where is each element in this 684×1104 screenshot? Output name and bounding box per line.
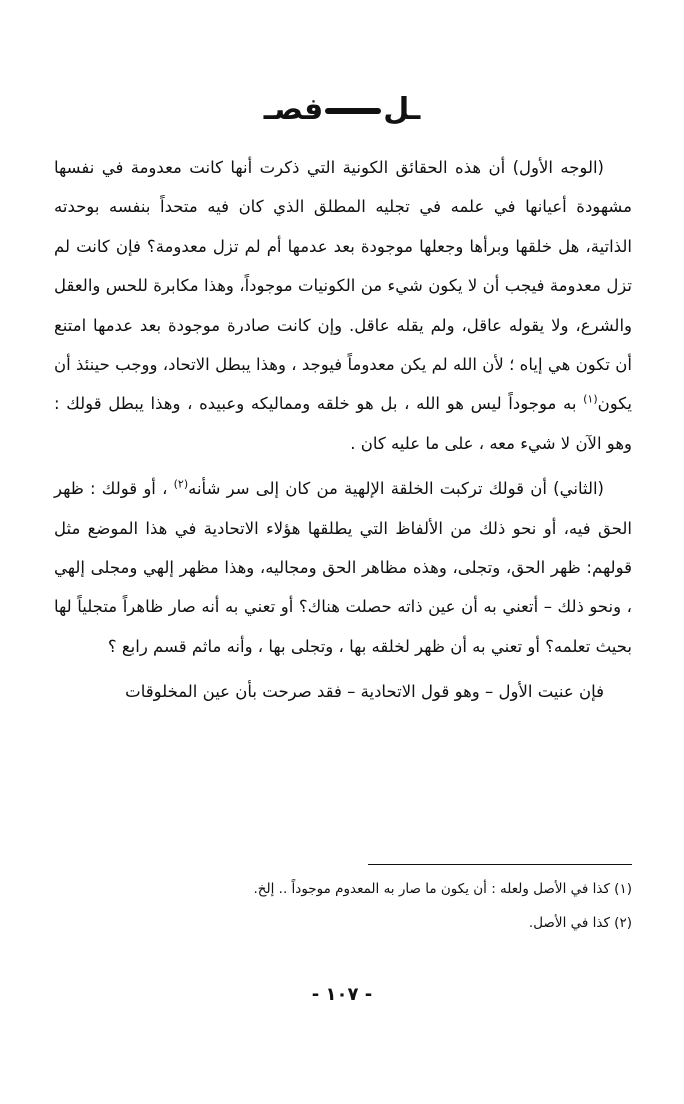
heading-kashida-stroke bbox=[325, 108, 381, 114]
footnote-2: (٢) كذا في الأصل. bbox=[528, 915, 632, 931]
footnote-ref-1[interactable]: (١) bbox=[583, 392, 598, 406]
paragraph-third: فإن عنيت الأول – وهو قول الاتحادية – فقد صرحت بأن عين المخلوقات bbox=[125, 682, 604, 702]
paragraph-second-aspect-head: (الثاني) أن قولك تركبت الخلقة الإلهية من كان إلى سر شأنه bbox=[188, 479, 604, 499]
footnotes bbox=[72, 872, 632, 940]
paragraph-first-aspect bbox=[54, 148, 632, 463]
paragraph-first-aspect-tail: به موجوداً ليس هو الله ، بل هو خلقه ومماليكه وعبيده ، وهذا يبطل قولك : وهو الآن لا شيء معه ، على ما عليه كان . bbox=[54, 394, 632, 453]
paragraph-first-aspect-text: (الوجه الأول) أن هذه الحقائق الكونية التي ذكرت أنها كانت معدومة في نفسها مشهودة أعيانها في علمه في تجليه المطلق الذي كان فيه متحداً بنفسه بوحدته الذاتية، هل خلقها وبرأها وجعلها موجودة بعد عدمها أم لم تزل معدومة؟ فإن كانت لم تزل معدومة فيجب أن لا يكون شيء من الكونيات موجوداً، وهذا مكابرة للحس والعقل والشرع، ولا يقوله عاقل، ولم يقله عاقل. وإن كانت صادرة موجودة بعد عدمها امتنع أن تكون هي إياه ؛ لأن الله لم يكن معدوماً فيوجد ، وهذا يبطل الاتحاد، ووجب حينئذ أن يكون bbox=[54, 158, 632, 414]
footnote-ref-2[interactable]: (٢) bbox=[173, 477, 189, 491]
heading-left-part: فصـ bbox=[263, 92, 324, 127]
heading-right-part: ـل bbox=[383, 92, 421, 127]
section-heading bbox=[0, 92, 684, 127]
paragraph-second-aspect bbox=[54, 469, 632, 666]
footnote-divider bbox=[368, 864, 632, 865]
page-number: - ١٠٧ - bbox=[311, 984, 373, 1005]
footnote-1: (١) كذا في الأصل ولعله : أن يكون ما صار به المعدوم موجوداً .. إلخ. bbox=[253, 881, 632, 897]
main-text bbox=[54, 148, 632, 712]
paragraph-second-aspect-tail: ، أو قولك : ظهر الحق فيه، أو نحو ذلك من الألفاظ التي يطلقها هؤلاء الاتحادية في هذا الموضع مثل قولهم: ظهر الحق، وتجلى، وهذه مظاهر الحق ومجاليه، وهذا مظهر إلهي ومجلى إلهي ، ونحو ذلك – أتعني به أن عين ذاته حصلت هناك؟ أو تعني به أنه صار ظاهراً متجلياً لها بحيث تعلمه؟ أو تعني به أن ظهر لخلقه بها ، وتجلى بها ، وأنه ماثم قسم رابع ؟ bbox=[54, 479, 632, 656]
